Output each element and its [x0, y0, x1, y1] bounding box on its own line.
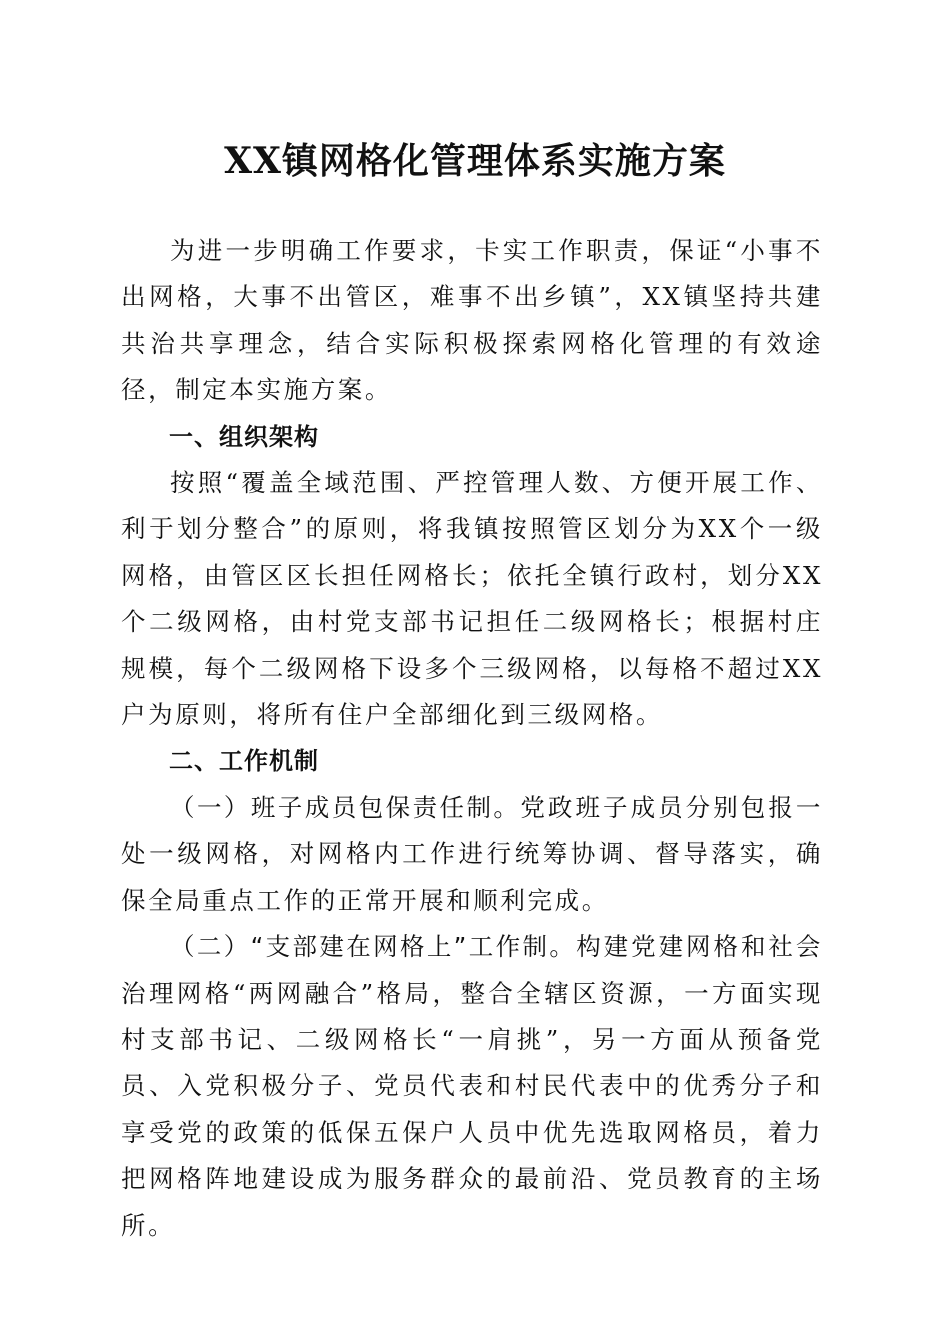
section-heading-mechanism: 二、工作机制 — [169, 747, 319, 776]
mechanism-item-2-text: 构建党建网格和社会治理网格“两网融合”格局，整合全辖区资源，一方面实现村支部书记、二级网格长“一肩挑”，另一方面从预备党员、入党积极分子、党员代表和村民代表中的优秀分子和享受党的政策的低保五保户人员中优先选取网格员，着力把网格阵地建设成为服务群众的最前沿、党员教育的主场所。 — [121, 932, 823, 1240]
mechanism-item-1 — [121, 785, 823, 924]
document-title: XX镇网格化管理体系实施方案 — [224, 140, 726, 182]
section-heading-organization: 一、组织架构 — [169, 422, 319, 451]
mechanism-item-2-lead: （二）“支部建在网格上”工作制。 — [170, 932, 577, 962]
document-body — [121, 228, 823, 1249]
mechanism-item-1-lead: （一）班子成员包保责任制。 — [170, 792, 521, 822]
mechanism-item-2 — [121, 924, 823, 1249]
mechanism-item-1-text: 党政班子成员分别包报一处一级网格，对网格内工作进行统筹协调、督导落实，确保全局重点工作的正常开展和顺利完成。 — [121, 792, 823, 915]
organization-paragraph: 按照“覆盖全域范围、严控管理人数、方便开展工作、利于划分整合”的原则，将我镇按照管区划分为XX个一级网格，由管区区长担任网格长；依托全镇行政村，划分XX个二级网格，由村党支部书记担任二级网格长；根据村庄规模，每个二级网格下设多个三级网格，以每格不超过XX户为原则，将所有住户全部细化到三级网格。 — [121, 468, 823, 730]
intro-paragraph: 为进一步明确工作要求，卡实工作职责，保证“小事不出网格，大事不出管区，难事不出乡镇”，XX镇坚持共建共治共享理念，结合实际积极探索网格化管理的有效途径，制定本实施方案。 — [121, 236, 823, 405]
